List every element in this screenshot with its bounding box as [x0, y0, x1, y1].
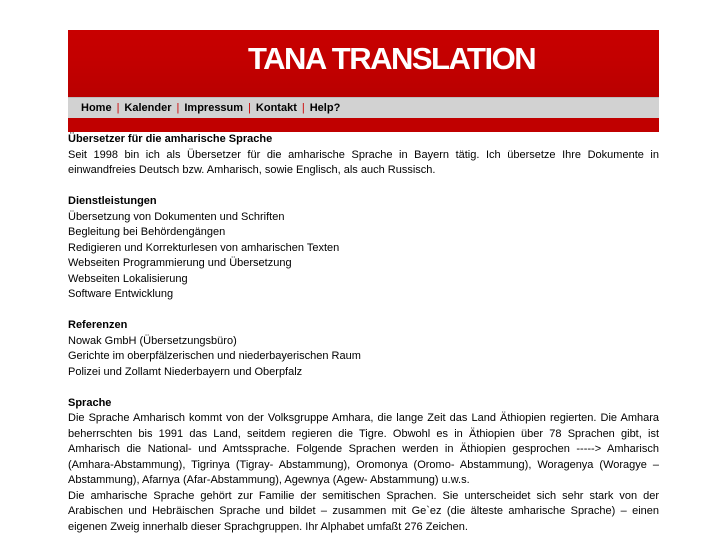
list-item: Begleitung bei Behördengängen	[68, 226, 226, 238]
list-item: Software Entwicklung	[68, 288, 174, 300]
site-logo: TANA TRANSLATION	[248, 41, 536, 76]
language-text-1: Die Sprache Amharisch kommt von der Volksgruppe Amhara, die lange Zeit das Land Äthiopien regierten. Die Amhara beherrschten bis 1991 das Land, seitdem regieren die Tigre. Obwohl es in Äthiopien über 78 Sprachen gibt, ist Amharisch die National- und Amtssprache. Folgende Sprachen werden in Äthiopien gesprochen -----> Amharisch (Amhara-Abstammung), Tigrinya (Tigray- Abstammung), Oromonya (Oromo- Abstammung), Woragenya (Woragye –Abstammung), Afarnya (Afar-Abstammung), Agewnya (Agew- Abstammung) u.w.s.	[68, 412, 659, 486]
intro-text: Seit 1998 bin ich als Übersetzer für die amharische Sprache in Bayern tätig. Ich übersetze Ihre Dokumente in einwandfreies Deutsch bzw. Amharisch, sowie Englisch, als auch Russisch.	[68, 148, 659, 176]
spacer	[68, 179, 659, 195]
language-heading: Sprache	[68, 396, 112, 409]
nav-link-help[interactable]: Help?	[309, 102, 341, 114]
intro-heading: Übersetzer für die amharische Sprache	[68, 133, 273, 145]
references-heading: Referenzen	[68, 319, 128, 331]
services-list	[68, 210, 659, 303]
spacer	[68, 380, 659, 396]
nav-link-kalender[interactable]: Kalender	[124, 102, 172, 114]
list-item: Webseiten Programmierung und Übersetzung	[68, 257, 292, 269]
nav-link-kontakt[interactable]: Kontakt	[255, 102, 297, 114]
list-item: Redigieren und Korrekturlesen von amharischen Texten	[68, 241, 340, 254]
nav-link-impressum[interactable]: Impressum	[184, 102, 244, 114]
list-item: Polizei und Zollamt Niederbayern und Oberpfalz	[68, 365, 303, 378]
list-item: Übersetzung von Dokumenten und Schriften	[68, 210, 285, 223]
services-heading: Dienstleistungen	[68, 195, 157, 207]
nav-separator: |	[176, 102, 180, 114]
main-navigation	[68, 97, 659, 118]
header-bottom-bar	[68, 118, 659, 132]
spacer	[68, 303, 659, 319]
nav-link-home[interactable]: Home	[81, 102, 112, 114]
site-header-banner	[68, 30, 659, 97]
references-list	[68, 334, 659, 381]
nav-separator: |	[248, 102, 251, 114]
nav-separator: |	[301, 102, 305, 114]
list-item: Nowak GmbH (Übersetzungsbüro)	[68, 334, 237, 347]
language-text-2: Die amharische Sprache gehört zur Familie der semitischen Sprachen. Sie unterscheidet sich sehr stark von der Arabischen und Hebräischen Sprache und bildet – zusammen mit Ge`ez (die älteste amharische Sprache) – einen eigenen Zweig innerhalb dieser Sprachgruppen. Ihr Alphabet umfaßt 276 Zeichen.	[68, 489, 659, 533]
main-content	[68, 132, 659, 535]
nav-separator: |	[116, 102, 120, 114]
list-item: Gerichte im oberpfälzerischen und niederbayerischen Raum	[68, 350, 361, 362]
list-item: Webseiten Lokalisierung	[68, 272, 188, 285]
